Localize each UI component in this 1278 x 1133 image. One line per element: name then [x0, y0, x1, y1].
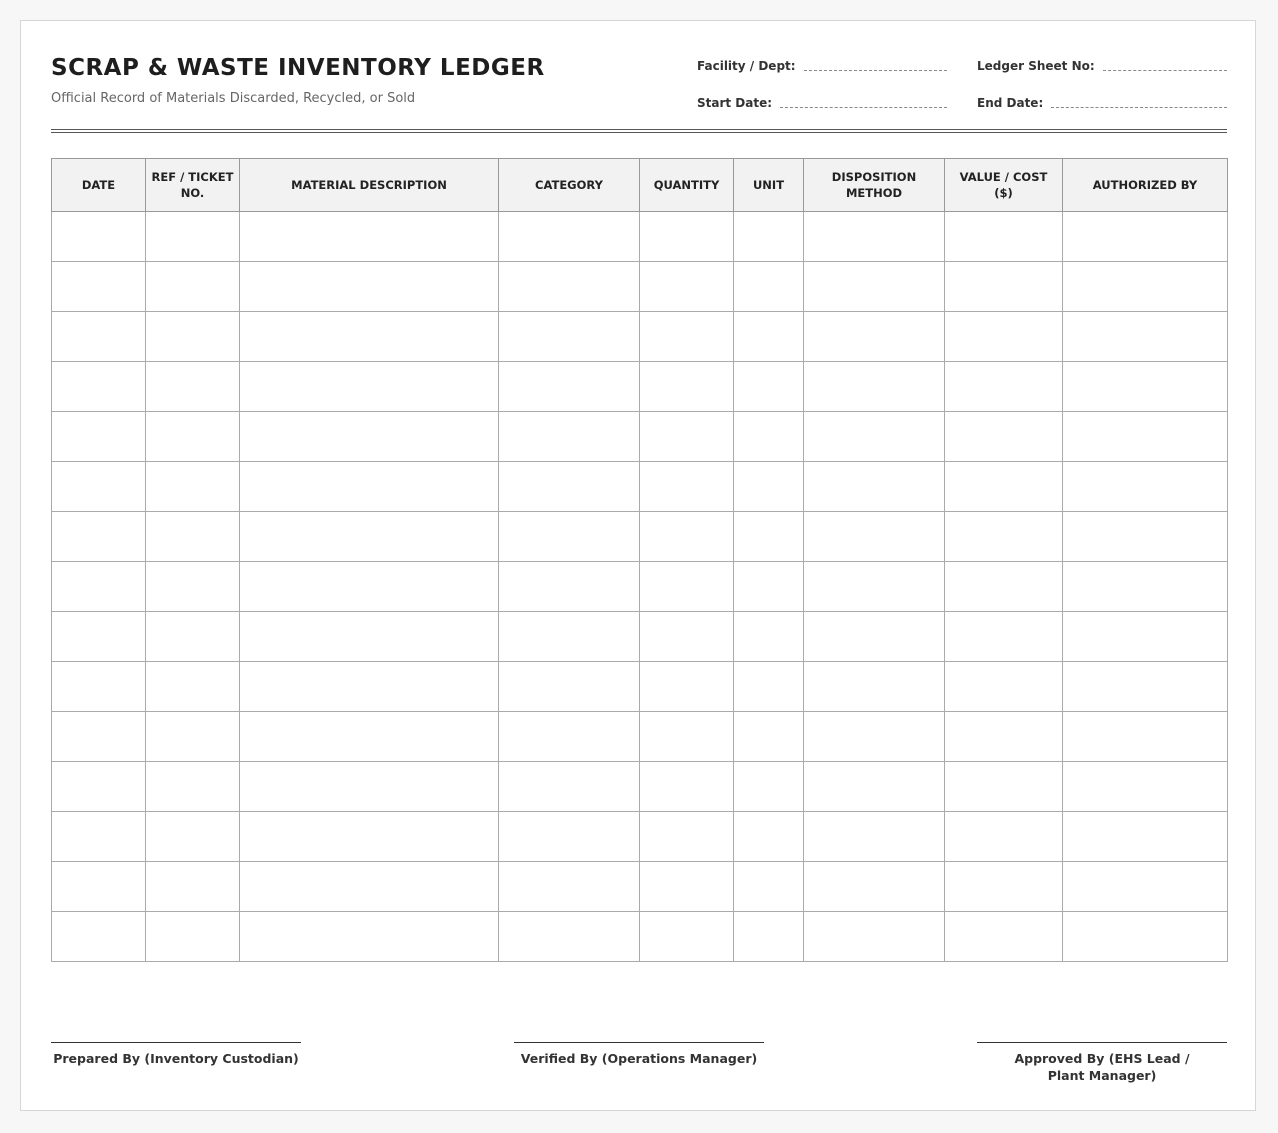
table-cell[interactable]	[240, 812, 499, 862]
table-row	[52, 662, 1228, 712]
table-row	[52, 212, 1228, 262]
table-row	[52, 712, 1228, 762]
table-cell[interactable]	[734, 262, 804, 312]
table-cell[interactable]	[945, 812, 1063, 862]
table-cell[interactable]	[804, 612, 945, 662]
table-cell[interactable]	[804, 912, 945, 962]
table-cell[interactable]	[945, 312, 1063, 362]
ledger-sheet-no-label: Ledger Sheet No:	[977, 59, 1095, 73]
table-cell[interactable]	[52, 262, 146, 312]
table-cell[interactable]	[52, 862, 146, 912]
table-cell[interactable]	[1063, 712, 1228, 762]
table-cell[interactable]	[945, 762, 1063, 812]
table-row	[52, 762, 1228, 812]
table-cell[interactable]	[1063, 762, 1228, 812]
table-cell[interactable]	[945, 862, 1063, 912]
start-date-blank-line[interactable]	[780, 95, 947, 108]
table-cell[interactable]	[146, 362, 240, 412]
facility-blank-line[interactable]	[804, 58, 947, 71]
table-cell[interactable]	[640, 412, 734, 462]
table-cell[interactable]	[499, 312, 640, 362]
table-cell[interactable]	[499, 862, 640, 912]
column-header: DATE	[52, 159, 146, 212]
table-cell[interactable]	[734, 812, 804, 862]
table-cell[interactable]	[240, 712, 499, 762]
table-cell[interactable]	[945, 462, 1063, 512]
facility-label: Facility / Dept:	[697, 59, 796, 73]
table-cell[interactable]	[499, 212, 640, 262]
table-cell[interactable]	[804, 412, 945, 462]
table-cell[interactable]	[1063, 462, 1228, 512]
end-date-field[interactable]	[977, 95, 1227, 110]
table-row	[52, 812, 1228, 862]
table-cell[interactable]	[1063, 312, 1228, 362]
table-cell[interactable]	[499, 812, 640, 862]
table-cell[interactable]	[804, 762, 945, 812]
table-cell[interactable]	[734, 412, 804, 462]
table-cell[interactable]	[146, 862, 240, 912]
table-cell[interactable]	[945, 362, 1063, 412]
table-cell[interactable]	[734, 712, 804, 762]
table-cell[interactable]	[146, 412, 240, 462]
end-date-blank-line[interactable]	[1051, 95, 1227, 108]
table-cell[interactable]	[499, 762, 640, 812]
table-cell[interactable]	[240, 312, 499, 362]
table-cell[interactable]	[240, 762, 499, 812]
table-cell[interactable]	[240, 262, 499, 312]
column-header: UNIT	[734, 159, 804, 212]
table-cell[interactable]	[240, 362, 499, 412]
facility-field[interactable]	[697, 58, 947, 73]
table-cell[interactable]	[499, 412, 640, 462]
column-header: MATERIAL DESCRIPTION	[240, 159, 499, 212]
verified-by-signature: Verified By (Operations Manager)	[514, 1042, 764, 1067]
ledger-sheet	[20, 20, 1256, 1111]
table-cell[interactable]	[640, 462, 734, 512]
table-cell[interactable]	[499, 362, 640, 412]
table-cell[interactable]	[945, 262, 1063, 312]
table-row	[52, 362, 1228, 412]
table-cell[interactable]	[640, 812, 734, 862]
table-cell[interactable]	[640, 262, 734, 312]
table-cell[interactable]	[804, 562, 945, 612]
table-cell[interactable]	[146, 612, 240, 662]
table-cell[interactable]	[734, 462, 804, 512]
table-cell[interactable]	[945, 712, 1063, 762]
table-cell[interactable]	[240, 612, 499, 662]
table-cell[interactable]	[640, 712, 734, 762]
table-cell[interactable]	[146, 462, 240, 512]
table-cell[interactable]	[1063, 912, 1228, 962]
table-cell[interactable]	[734, 862, 804, 912]
table-row	[52, 512, 1228, 562]
column-header: VALUE / COST ($)	[945, 159, 1063, 212]
table-cell[interactable]	[52, 362, 146, 412]
table-cell[interactable]	[640, 312, 734, 362]
table-cell[interactable]	[945, 912, 1063, 962]
table-cell[interactable]	[146, 212, 240, 262]
page-subtitle: Official Record of Materials Discarded, Recycled, or Sold	[51, 91, 416, 106]
table-cell[interactable]	[734, 212, 804, 262]
header-double-rule	[51, 129, 1227, 133]
column-header: CATEGORY	[499, 159, 640, 212]
table-row	[52, 562, 1228, 612]
end-date-label: End Date:	[977, 96, 1044, 110]
table-cell[interactable]	[640, 612, 734, 662]
table-cell[interactable]	[1063, 212, 1228, 262]
column-header: DISPOSITION METHOD	[804, 159, 945, 212]
start-date-label: Start Date:	[697, 96, 773, 110]
table-cell[interactable]	[240, 212, 499, 262]
table-cell[interactable]	[640, 662, 734, 712]
table-cell[interactable]	[804, 312, 945, 362]
table-row	[52, 612, 1228, 662]
prepared-by-signature: Prepared By (Inventory Custodian)	[51, 1042, 301, 1067]
table-cell[interactable]	[1063, 562, 1228, 612]
table-cell[interactable]	[1063, 362, 1228, 412]
table-cell[interactable]	[945, 662, 1063, 712]
table-cell[interactable]	[146, 662, 240, 712]
table-cell[interactable]	[499, 262, 640, 312]
table-cell[interactable]	[804, 362, 945, 412]
table-cell[interactable]	[146, 762, 240, 812]
table-cell[interactable]	[52, 312, 146, 362]
table-row	[52, 912, 1228, 962]
table-row	[52, 312, 1228, 362]
table-cell[interactable]	[1063, 612, 1228, 662]
table-cell[interactable]	[240, 862, 499, 912]
column-header: AUTHORIZED BY	[1063, 159, 1228, 212]
table-cell[interactable]	[804, 262, 945, 312]
table-cell[interactable]	[804, 862, 945, 912]
ledger-body	[52, 212, 1228, 962]
page-title: SCRAP & WASTE INVENTORY LEDGER	[51, 55, 545, 81]
table-cell[interactable]	[734, 612, 804, 662]
table-cell[interactable]	[804, 212, 945, 262]
table-cell[interactable]	[945, 212, 1063, 262]
table-cell[interactable]	[499, 512, 640, 562]
table-cell[interactable]	[240, 912, 499, 962]
table-cell[interactable]	[640, 212, 734, 262]
table-cell[interactable]	[52, 462, 146, 512]
table-cell[interactable]	[52, 212, 146, 262]
table-cell[interactable]	[1063, 412, 1228, 462]
table-cell[interactable]	[734, 662, 804, 712]
table-cell[interactable]	[146, 562, 240, 612]
table-cell[interactable]	[52, 512, 146, 562]
table-header-row	[52, 159, 1228, 212]
table-cell[interactable]	[804, 712, 945, 762]
table-row	[52, 462, 1228, 512]
start-date-field[interactable]	[697, 95, 947, 110]
table-cell[interactable]	[804, 812, 945, 862]
table-cell[interactable]	[240, 662, 499, 712]
table-row	[52, 262, 1228, 312]
table-cell[interactable]	[52, 662, 146, 712]
table-cell[interactable]	[499, 462, 640, 512]
approved-by-signature: Approved By (EHS Lead / Plant Manager)	[977, 1042, 1227, 1084]
table-cell[interactable]	[1063, 662, 1228, 712]
table-cell[interactable]	[499, 712, 640, 762]
table-cell[interactable]	[640, 512, 734, 562]
table-cell[interactable]	[640, 912, 734, 962]
table-cell[interactable]	[146, 512, 240, 562]
table-cell[interactable]	[1063, 512, 1228, 562]
table-cell[interactable]	[52, 762, 146, 812]
table-cell[interactable]	[146, 712, 240, 762]
table-cell[interactable]	[734, 312, 804, 362]
table-cell[interactable]	[240, 562, 499, 612]
table-cell[interactable]	[804, 662, 945, 712]
ledger-sheet-no-blank-line[interactable]	[1103, 58, 1227, 71]
table-cell[interactable]	[146, 812, 240, 862]
table-cell[interactable]	[146, 912, 240, 962]
table-cell[interactable]	[499, 612, 640, 662]
table-cell[interactable]	[52, 712, 146, 762]
table-cell[interactable]	[52, 612, 146, 662]
table-cell[interactable]	[240, 512, 499, 562]
table-cell[interactable]	[640, 562, 734, 612]
table-cell[interactable]	[945, 512, 1063, 562]
table-cell[interactable]	[499, 562, 640, 612]
table-row	[52, 412, 1228, 462]
table-cell[interactable]	[52, 912, 146, 962]
table-cell[interactable]	[240, 412, 499, 462]
table-cell[interactable]	[945, 412, 1063, 462]
ledger-table	[51, 158, 1228, 962]
table-cell[interactable]	[804, 512, 945, 562]
table-cell[interactable]	[499, 662, 640, 712]
table-cell[interactable]	[1063, 862, 1228, 912]
table-cell[interactable]	[804, 462, 945, 512]
table-cell[interactable]	[1063, 812, 1228, 862]
table-cell[interactable]	[52, 562, 146, 612]
table-cell[interactable]	[640, 762, 734, 812]
table-cell[interactable]	[734, 562, 804, 612]
table-cell[interactable]	[640, 362, 734, 412]
table-cell[interactable]	[52, 412, 146, 462]
table-cell[interactable]	[734, 762, 804, 812]
table-row	[52, 862, 1228, 912]
column-header: QUANTITY	[640, 159, 734, 212]
table-cell[interactable]	[1063, 262, 1228, 312]
table-cell[interactable]	[240, 462, 499, 512]
column-header: REF / TICKET NO.	[146, 159, 240, 212]
table-cell[interactable]	[734, 362, 804, 412]
table-cell[interactable]	[499, 912, 640, 962]
table-cell[interactable]	[640, 862, 734, 912]
table-cell[interactable]	[146, 312, 240, 362]
table-cell[interactable]	[146, 262, 240, 312]
table-cell[interactable]	[52, 812, 146, 862]
table-cell[interactable]	[734, 912, 804, 962]
table-cell[interactable]	[945, 612, 1063, 662]
ledger-sheet-no-field[interactable]	[977, 58, 1227, 73]
table-cell[interactable]	[945, 562, 1063, 612]
table-cell[interactable]	[734, 512, 804, 562]
